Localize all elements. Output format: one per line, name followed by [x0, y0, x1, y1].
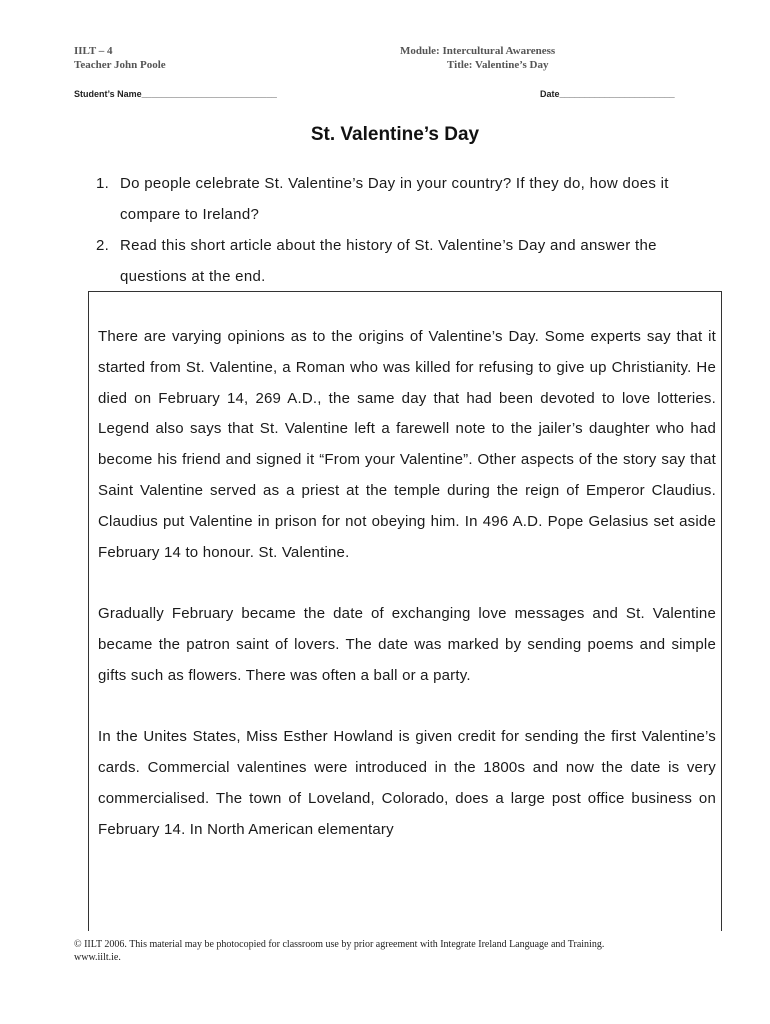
article-paragraph: In the Unites States, Miss Esther Howland is given credit for sending the first Valentine’s cards. Commercial valentines were introduced in the 1800s and now the date is very commercialised. The town of Loveland, Colorado, does a large post office business on February 14. In North American elementary — [98, 728, 716, 838]
question-item — [96, 230, 716, 292]
date-field: Date_______________________ — [540, 89, 675, 99]
page-title: St. Valentine’s Day — [310, 124, 480, 145]
header-teacher: Teacher John Poole — [74, 59, 166, 71]
header-module-code: IILT – 4 — [74, 45, 113, 57]
question-text: Read this short article about the history of St. Valentine’s Day and answer the questions at the end. — [120, 237, 657, 285]
article-paragraph: There are varying opinions as to the origins of Valentine’s Day. Some experts say that it started from St. Valentine, a Roman who was killed for refusing to give up Christianity. He died on February 14, 269 A.D., the same day that had been devoted to love lotteries. Legend also says that St. Valentine left a farewell note to the jailer’s daughter who had become his friend and signed it “From your Valentine”. Other aspects of the story say that Saint Valentine served as a priest at the temple during the reign of Emperor Claudius. Claudius put Valentine in prison for not obeying him. In 496 A.D. Pope Gelasius set aside February 14 to honour. St. Valentine. — [98, 328, 716, 561]
footer — [74, 938, 714, 964]
footer-copyright: © IILT 2006. This material may be photocopied for classroom use by prior agreement with Integrate Ireland Language and Training. — [74, 939, 605, 950]
question-list — [96, 168, 716, 292]
question-number: 2. — [96, 237, 110, 254]
header-right — [400, 44, 590, 72]
question-number: 1. — [96, 175, 110, 192]
question-item — [96, 168, 716, 230]
student-name-field: Student’s Name___________________________ — [74, 89, 277, 99]
header-title: Title: Valentine’s Day — [447, 59, 549, 71]
article-body — [98, 322, 716, 876]
article-box — [88, 291, 722, 931]
question-text: Do people celebrate St. Valentine’s Day in your country? If they do, how does it compare to Ireland? — [120, 175, 669, 223]
header-module: Module: Intercultural Awareness — [400, 45, 556, 57]
footer-website: www.iilt.ie. — [74, 952, 121, 963]
article-paragraph: Gradually February became the date of exchanging love messages and St. Valentine became the patron saint of lovers. The date was marked by sending poems and simple gifts such as flowers. There was often a ball or a party. — [98, 605, 716, 684]
header-left — [74, 44, 166, 72]
